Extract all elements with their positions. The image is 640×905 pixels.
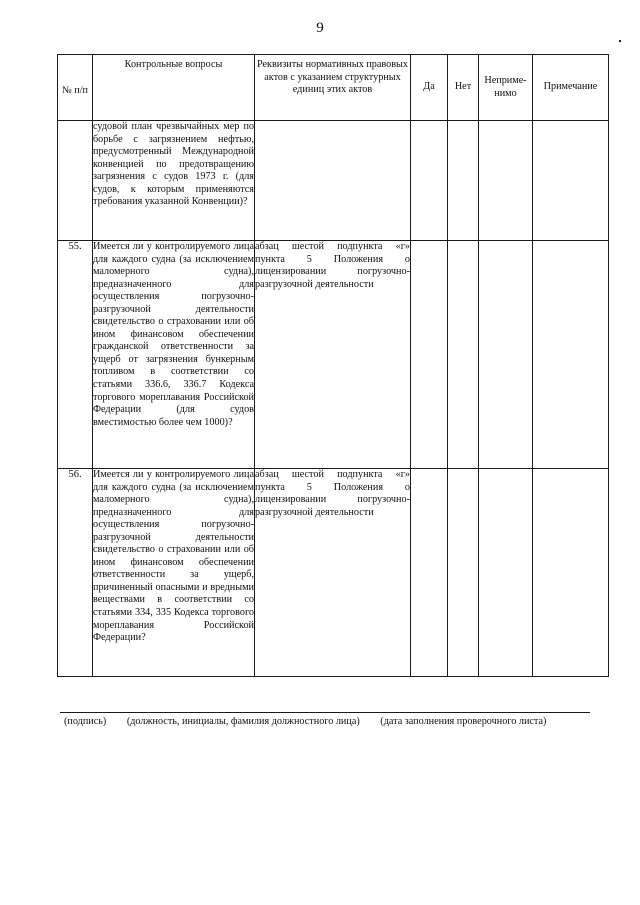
checklist-table [57,54,609,677]
header-number: № п/п [58,55,93,121]
signature-line [60,712,590,713]
table-header-row [58,55,609,121]
header-not-applicable: Неприме-нимо [479,55,533,121]
header-no: Нет [448,55,479,121]
control-question [93,241,255,469]
signature-caption [64,716,604,727]
requisites-text: абзац шестой подпункта «г» пункта 5 Положения о лицензировании погрузочно-разгрузочной деятельности [255,469,410,518]
header-requisites: Реквизиты нормативных правовых актов с указанием структурных единиц этих актов [255,55,411,121]
cell-yes[interactable] [411,241,448,469]
date-label: (дата заполнения проверочного листа) [380,716,547,727]
header-yes: Да [411,55,448,121]
row-number: 56. [58,469,93,677]
legal-requisites [255,241,411,469]
cell-not-applicable[interactable] [479,241,533,469]
row-number [58,121,93,241]
control-question [93,469,255,677]
cell-note[interactable] [533,469,609,677]
position-label: (должность, инициалы, фамилия должностного лица) [126,716,360,727]
cell-not-applicable[interactable] [479,469,533,677]
row-number: 55. [58,241,93,469]
page-number: 9 [316,20,324,36]
legal-requisites [255,121,411,241]
table-row [58,241,609,469]
header-note: Примечание [533,55,609,121]
cell-note[interactable] [533,121,609,241]
control-question [93,121,255,241]
legal-requisites [255,469,411,677]
cell-no[interactable] [448,241,479,469]
table-row [58,469,609,677]
question-text: судовой план чрезвычайных мер по борьбе с загрязнением нефтью, предусмотренный Международной конвенцией по предотвращению загрязнения с судов 1973 г. (для судов, к которым применяются требования указанной Конвенции)? [93,121,254,208]
cell-no[interactable] [448,121,479,241]
requisites-text: абзац шестой подпункта «г» пункта 5 Положения о лицензировании погрузочно-разгрузочной деятельности [255,241,410,290]
table-row [58,121,609,241]
question-text: Имеется ли у контролируемого лица для каждого судна (за исключением маломерного судна), предназначенного для осуществления погрузочно-разгрузочной деятельности свидетельство о страховании или об ином финансовом обеспечении гражданской ответственности за ущерб от загрязнения бункерным топливом в соответствии со статьями 336.6, 336.7 Кодекса торгового мореплавания Российской Федерации (для судов вместимостью более чем 1000)? [93,241,254,428]
header-questions: Контрольные вопросы [93,55,255,121]
cell-no[interactable] [448,469,479,677]
cell-yes[interactable] [411,121,448,241]
cell-not-applicable[interactable] [479,121,533,241]
cell-note[interactable] [533,241,609,469]
signature-label: (подпись) [64,716,107,727]
cell-yes[interactable] [411,469,448,677]
scan-dot [619,40,621,42]
question-text: Имеется ли у контролируемого лица для каждого судна (за исключением маломерного судна), предназначенного для осуществления погрузочно-разгрузочной деятельности свидетельство о страховании или об ином финансовом обеспечении ответственности за ущерб, причиненный опасными и вредными веществами в соответствии со статьями 334, 335 Кодекса торгового мореплавания Российской Федерации? [93,469,254,644]
